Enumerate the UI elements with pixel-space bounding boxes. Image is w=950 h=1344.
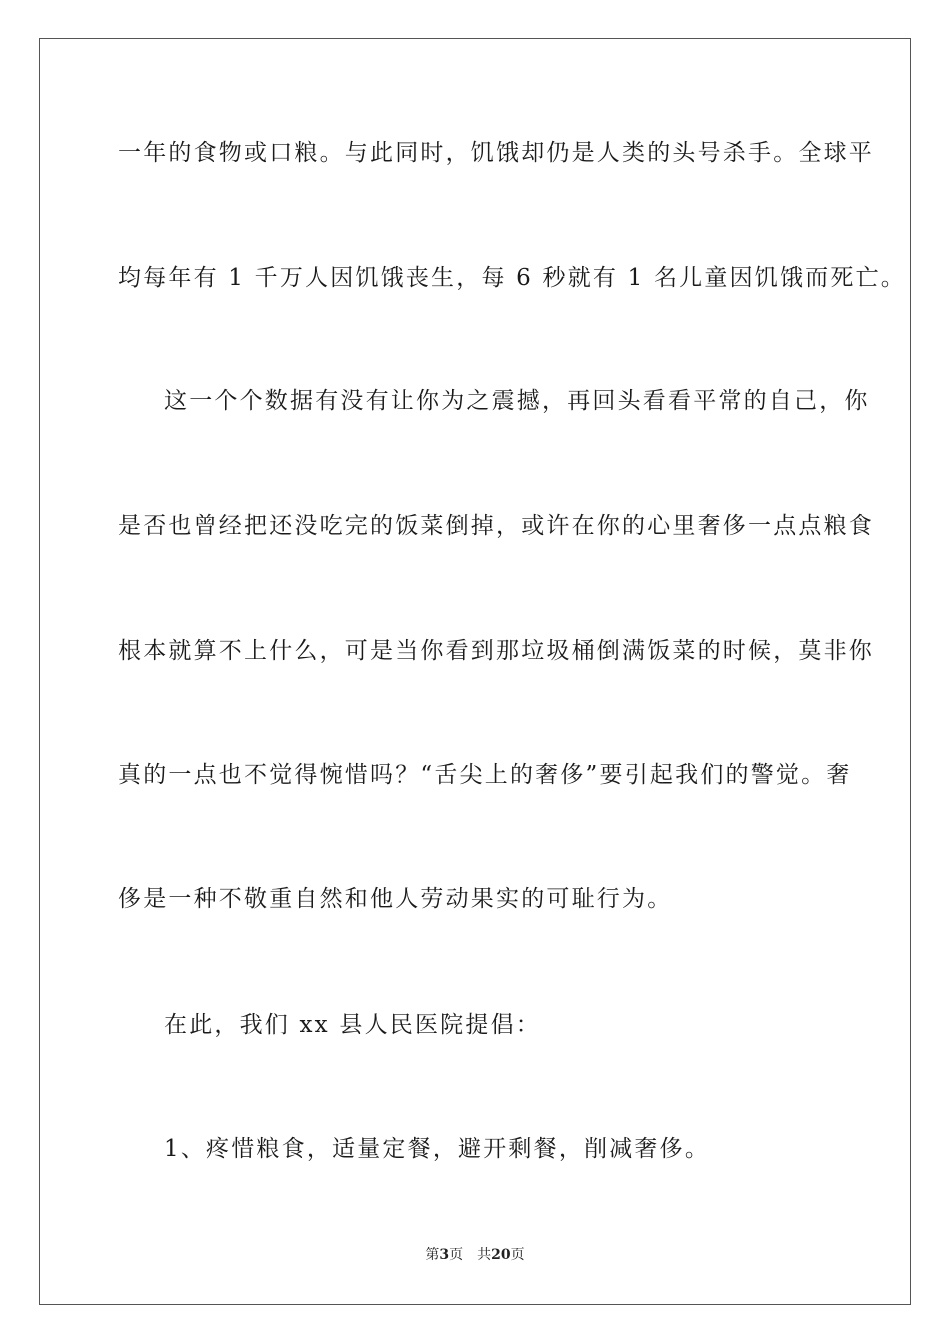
body-line-2: 均每年有 1 千万人因饥饿丧生，每 6 秒就有 1 名儿童因饥饿而死亡。 xyxy=(118,265,906,291)
page-prefix: 第 xyxy=(425,1247,440,1263)
body-line-7: 侈是一种不敬重自然和他人劳动果实的可耻行为。 xyxy=(118,886,673,912)
body-line-9: 1、疼惜粮食，适量定餐，避开剩餐，削减奢侈。 xyxy=(164,1136,711,1162)
body-line-4: 是否也曾经把还没吃完的饭菜倒掉，或许在你的心里奢侈一点点粮食 xyxy=(118,513,874,539)
page-footer xyxy=(0,1246,950,1264)
body-line-1: 一年的食物或口粮。与此同时，饥饿却仍是人类的头号杀手。全球平 xyxy=(118,140,874,166)
page-suffix: 页 xyxy=(449,1247,464,1263)
body-line-8: 在此，我们 xx 县人民医院提倡： xyxy=(164,1012,541,1038)
total-prefix: 共 xyxy=(477,1247,492,1263)
total-suffix: 页 xyxy=(510,1247,525,1263)
body-line-3: 这一个个数据有没有让你为之震撼，再回头看看平常的自己，你 xyxy=(164,388,870,414)
page-border xyxy=(39,38,911,1305)
total-pages: 20 xyxy=(491,1247,511,1263)
body-line-6: 真的一点也不觉得惋惜吗？“舌尖上的奢侈”要引起我们的警觉。奢 xyxy=(118,762,852,788)
body-line-5: 根本就算不上什么，可是当你看到那垃圾桶倒满饭菜的时候，莫非你 xyxy=(118,638,874,664)
page-number: 3 xyxy=(439,1247,450,1263)
